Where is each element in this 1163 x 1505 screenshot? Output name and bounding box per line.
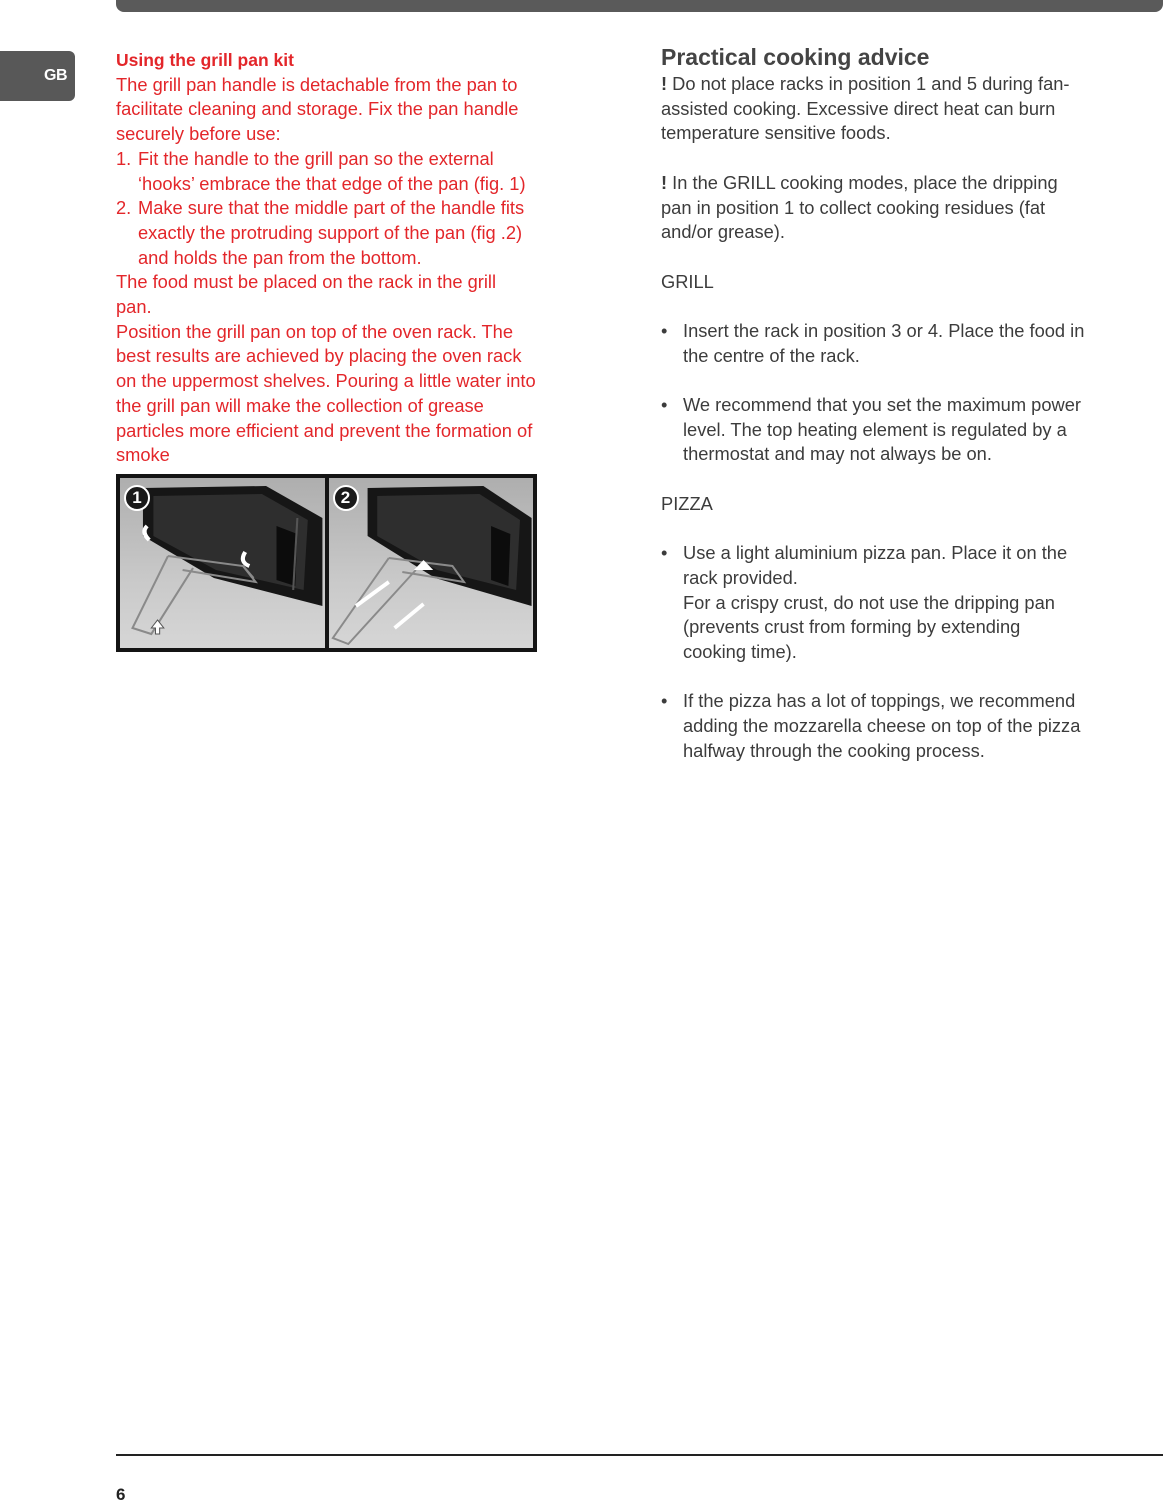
bullet-line: cooking time). [683,641,797,663]
step-number: 2. [116,197,132,219]
bullet-line: halfway through the cooking process. [683,739,985,761]
footer-divider [116,1454,1163,1456]
bullet-line: thermostat and may not always be on. [683,443,992,465]
bullet-item [661,689,1151,763]
warning-line [661,171,1151,196]
outro-line: on the uppermost shelves. Pouring a little water into [116,370,536,392]
outro-line: The food must be placed on the rack in the grill [116,271,497,293]
section-title: Practical cooking advice [661,44,930,70]
bullet-line: adding the mozzarella cheese on top of the pizza [683,715,1081,737]
warning-line: assisted cooking. Excessive direct heat can burn [661,97,1056,119]
outro-line: particles more efficient and prevent the formation of [116,419,533,441]
figure-2-number: 2 [333,485,359,511]
warning-icon: ! [661,171,668,193]
bullet-line: rack provided. [683,566,798,588]
page-number: 6 [116,1485,126,1504]
warning-line: pan in position 1 to collect cooking residues (fat [661,196,1046,218]
warning-icon: ! [661,73,668,94]
bullet-line: the centre of the rack. [683,344,860,366]
bullet-item [661,319,1151,368]
section-title: Using the grill pan kit [116,50,294,70]
cooking-advice-section [661,42,1151,764]
grill-pan-illustration-2 [329,478,534,648]
intro-line: facilitate cleaning and storage. Fix the pan handle [116,98,519,120]
bullet-line: Insert the rack in position 3 or 4. Place the food in [683,319,1085,341]
warning-line: and/or grease). [661,221,785,243]
warning-text: Do not place racks in position 1 and 5 during fan- [667,73,1070,94]
bullet-icon: • [661,394,668,416]
warning-text: In the GRILL cooking modes, place the dripping [667,171,1058,193]
bullet-icon: • [661,690,668,712]
step-item [116,196,596,270]
step-item [116,147,596,196]
bullet-icon: • [661,319,668,341]
grill-pan-figure [116,474,537,652]
language-code: GB [44,67,67,84]
bullet-line: If the pizza has a lot of toppings, we recommend [683,690,1076,712]
bullet-line: Use a light aluminium pizza pan. Place it on the [683,542,1068,564]
bullet-item [661,541,1151,665]
intro-line: The grill pan handle is detachable from the pan to [116,73,518,95]
warning-line: temperature sensitive foods. [661,122,891,144]
outro-line: the grill pan will make the collection of grease [116,394,484,416]
intro-line: securely before use: [116,123,281,145]
figure-1-photo [120,478,325,648]
outro-line: pan. [116,296,152,318]
figure-1-number: 1 [124,485,150,511]
warning-line [661,72,1151,97]
figure-2-photo [329,478,534,648]
step-line: Fit the handle to the grill pan so the external [138,147,494,169]
pizza-heading: PIZZA [661,492,713,514]
language-tab [0,51,75,101]
step-line: ‘hooks’ embrace the that edge of the pan (fig. 1) [138,172,526,194]
bullet-line: We recommend that you set the maximum power [683,394,1081,416]
bullet-icon: • [661,542,668,564]
step-number: 1. [116,147,132,169]
top-header-bar [116,0,1163,12]
step-line: exactly the protruding support of the pan (fig .2) [138,221,523,243]
bullet-line: (prevents crust from forming by extending [683,616,1021,638]
grill-pan-section [116,48,596,468]
steps-list [116,147,596,271]
grill-heading: GRILL [661,270,714,292]
step-line: Make sure that the middle part of the handle fits [138,197,525,219]
bullet-line: For a crispy crust, do not use the dripping pan [683,591,1055,613]
outro-line: best results are achieved by placing the oven rack [116,345,522,367]
grill-pan-illustration-1 [120,478,325,648]
bullet-line: level. The top heating element is regulated by a [683,418,1067,440]
outro-line: smoke [116,444,170,466]
bullet-item [661,393,1151,467]
step-line: and holds the pan from the bottom. [138,246,422,268]
outro-line: Position the grill pan on top of the oven rack. The [116,320,514,342]
